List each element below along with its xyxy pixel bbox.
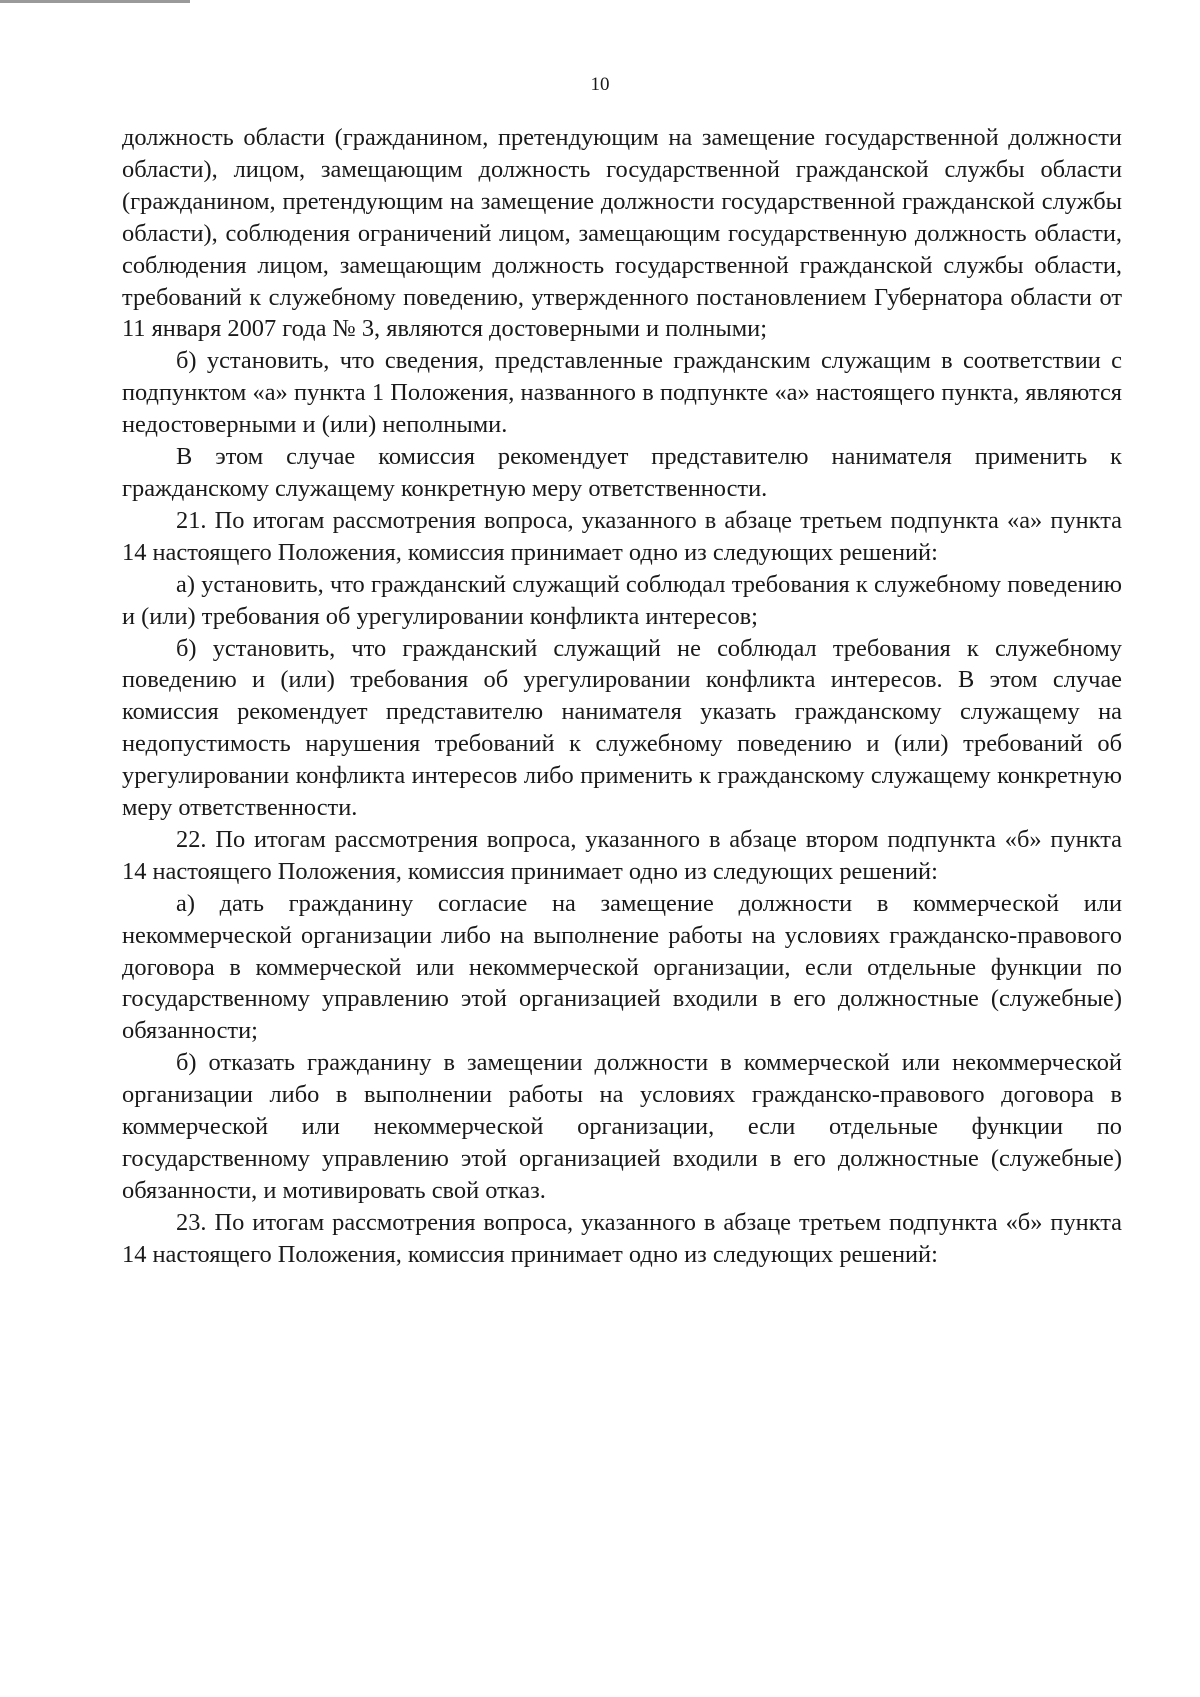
paragraph-item-21: 21. По итогам рассмотрения вопроса, указанного в абзаце третьем подпункта «а» пункта 14 настоящего Положения, комиссия принимает одно из следующих решений: [122,506,1122,566]
paragraph-item-21-a: а) установить, что гражданский служащий соблюдал требования к служебному поведению и (или) требования об урегулировании конфликта интересов; [122,570,1122,630]
paragraph-continuation: должность области (гражданином, претендующим на замещение государственной должности области), лицом, замещающим должность государственной гражданской службы области (гражданином, претендующим на замещение должности государственной гражданской службы области), соблюдения ограничений лицом, замещающим государственную должность области, соблюдения лицом, замещающим должность государственной гражданской службы области, требований к служебному поведению, утвержденного постановлением Губернатора области от 11 января 2007 года № 3, являются достоверными и полными; [122,124,1122,343]
paragraph-item-23: 23. По итогам рассмотрения вопроса, указанного в абзаце третьем подпункта «б» пункта 14 настоящего Положения, комиссия принимает одно из следующих решений: [122,1208,1122,1268]
scan-edge-mark [0,0,190,3]
paragraph-item-22-a: а) дать гражданину согласие на замещение должности в коммерческой или некоммерческой организации либо на выполнение работы на условиях гражданско-правового договора в коммерческой или некоммерческой организации, если отдельные функции по государственному управлению этой организацией входили в его должностные (служебные) обязанности; [122,889,1122,1045]
page-number: 10 [590,74,610,95]
paragraph-item-22: 22. По итогам рассмотрения вопроса, указанного в абзаце втором подпункта «б» пункта 14 настоящего Положения, комиссия принимает одно из следующих решений: [122,825,1122,885]
paragraph-responsibility-recommendation: В этом случае комиссия рекомендует представителю нанимателя применить к гражданскому служащему конкретную меру ответственности. [122,443,1122,502]
paragraph-clause-b-unreliable: б) установить, что сведения, представленные гражданским служащим в соответствии с подпунктом «а» пункта 1 Положения, названного в подпункте «а» настоящего пункта, являются недостоверными и (или) неполными. [122,347,1122,439]
document-body [122,122,1122,1271]
paragraph-item-22-b: б) отказать гражданину в замещении должности в коммерческой или некоммерческой организации либо в выполнении работы на условиях гражданско-правового договора в коммерческой или некоммерческой организации, если отдельные функции по государственному управлению этой организацией входили в его должностные (служебные) обязанности, и мотивировать свой отказ. [122,1049,1122,1204]
paragraph-item-21-b: б) установить, что гражданский служащий не соблюдал требования к служебному поведению и (или) требования об урегулировании конфликта интересов. В этом случае комиссия рекомендует представителю нанимателя указать гражданскому служащему на недопустимость нарушения требований к служебному поведению и (или) требований об урегулировании конфликта интересов либо применить к гражданскому служащему конкретную меру ответственности. [122,634,1122,822]
